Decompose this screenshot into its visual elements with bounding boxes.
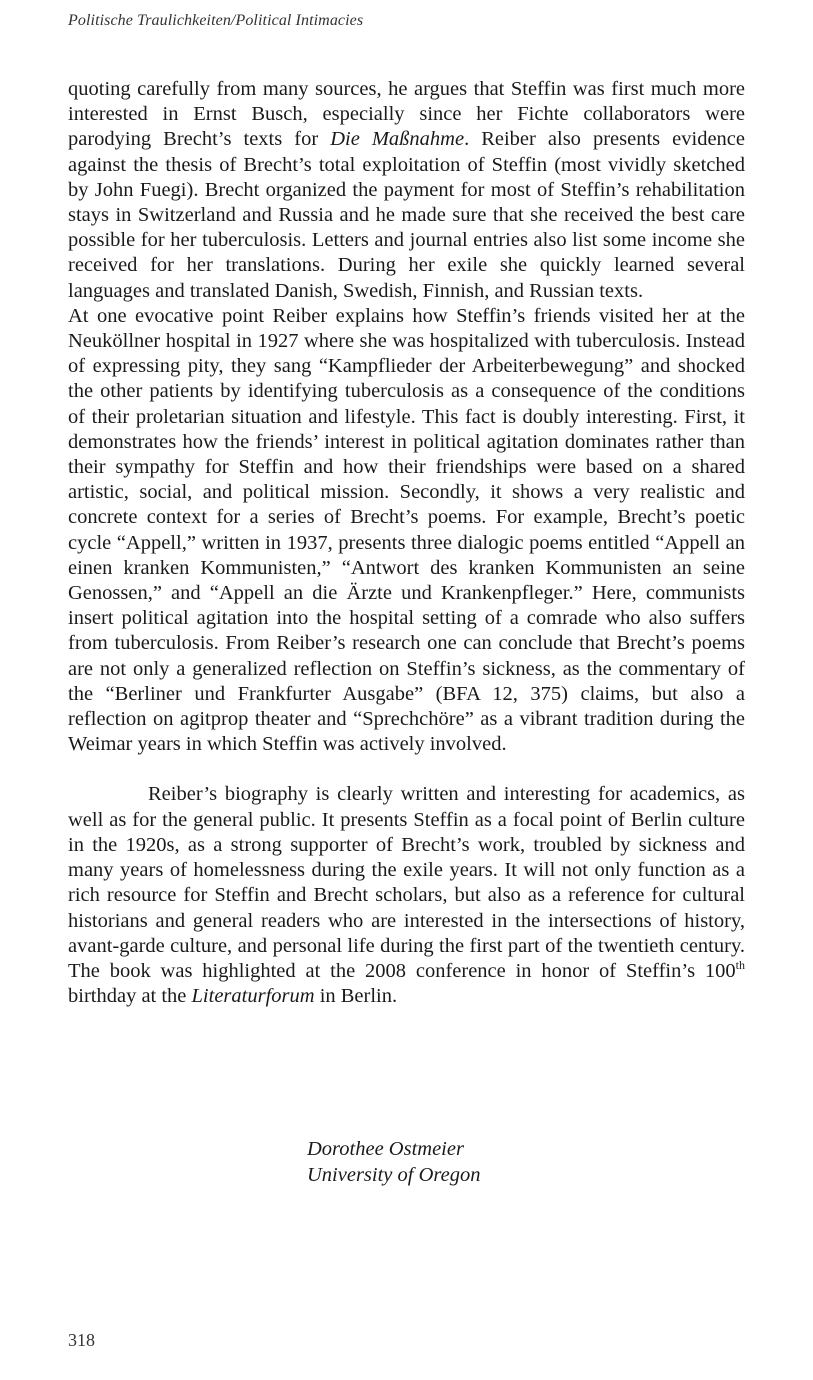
paragraph-3-text: Reiber’s biography is clearly written and interesting for academics, as well as for the general public. It presents Steffin as a focal point of Berlin culture in the 1920s, as a strong supporter of Brecht’s work, troubled by sickness and many years of homelessness during the exile years. It will not only function as a rich resource for Steffin and Brecht scholars, but also as a reference for cultural historians and general readers who are interested in the intersections of history, avant-garde culture, and personal life during the first part of the twentieth century. The book was highlighted at the 2008 conference in honor of Steffin’s 100: [68, 783, 745, 982]
paragraph-3-superscript: th: [735, 958, 745, 973]
author-name: Dorothee Ostmeier: [307, 1138, 464, 1160]
paragraph-1: [68, 77, 745, 304]
paragraph-1-text-rest: . Reiber also presents evidence against the thesis of Brecht’s total exploitation of Steffin (most vividly sketched by John Fuegi). Brecht organized the payment for most of Steffin’s rehabilitation stays in Switzerland and Russia and he made sure that she received the best care possible for her tuberculosis. Letters and journal entries also list some income she received for her translations. During her exile she quickly learned several languages and translated Danish, Swedish, Finnish, and Russian texts.: [68, 128, 745, 302]
review-body: [68, 77, 745, 1009]
running-head: Politische Traulichkeiten/Political Intimacies: [68, 12, 364, 29]
paragraph-3-text-mid: birthday at the: [68, 985, 192, 1008]
paragraph-3-italic-venue: Literaturforum: [191, 985, 315, 1008]
paragraph-2: At one evocative point Reiber explains how Steffin’s friends visited her at the Neuköllner hospital in 1927 where she was hospitalized with tuberculosis. Instead of expressing pity, they sang “Kampflieder der Arbeiterbewegung” and shocked the other patients by identifying tuberculosis as a consequence of the conditions of their proletarian situation and lifestyle. This fact is doubly interesting. First, it demonstrates how the friends’ interest in political agitation dominates rather than their sympathy for Steffin and how their friendships were based on a shared artistic, social, and political mission. Secondly, it shows a very realistic and concrete context for a series of Brecht’s poems. For example, Brecht’s poetic cycle “Appell,” written in 1937, presents three dialogic poems entitled “Appell an einen kranken Kommunisten,” “Antwort des kranken Kommunisten an seine Genossen,” and “Appell an die Ärzte und Krankenpfleger.” Here, communists insert political agitation into the hospital setting of a comrade who also suffers from tuberculosis. From Reiber’s research one can conclude that Brecht’s poems are not only a generalized reflection on Steffin’s sickness, as the commentary of the “Berliner und Frankfurter Ausgabe” (BFA 12, 375) claims, but also a reflection on agitprop theater and “Sprechchöre” as a vibrant tradition during the Weimar years in which Steffin was actively involved.: [68, 304, 745, 756]
page-number: 318: [68, 1330, 95, 1350]
signature-block: [307, 1136, 480, 1188]
paragraph-1-text: quoting carefully from many sources, he argues that Steffin was first much more interested in Ernst Busch, especially since her Fichte collaborators were parodying Brecht’s texts for: [68, 78, 745, 151]
paragraph-3-text-end: in Berlin.: [314, 985, 398, 1008]
author-affiliation: University of Oregon: [307, 1164, 481, 1186]
paragraph-1-italic-title: Die Maßnahme: [330, 128, 465, 151]
paragraph-3: [68, 782, 745, 1009]
